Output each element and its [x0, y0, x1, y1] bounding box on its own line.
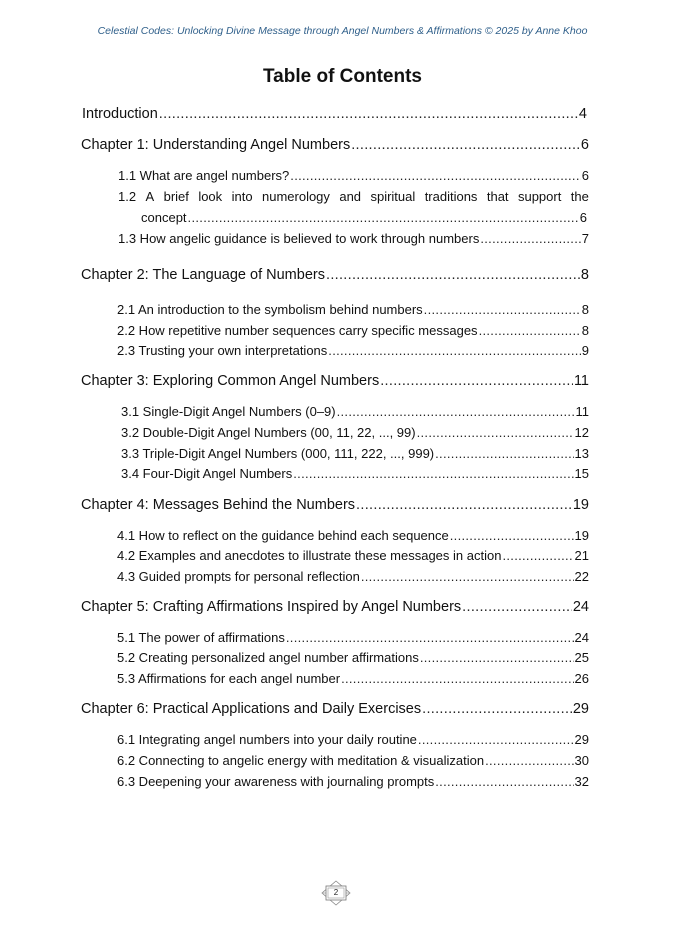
toc-entry-label: concept: [141, 210, 187, 225]
dot-leader: [380, 373, 573, 389]
toc-entry-label: 6.2 Connecting to angelic energy with meditation & visualization: [117, 753, 485, 768]
toc-entry-page: 19: [572, 497, 589, 513]
toc-entry-label: 5.1 The power of affirmations: [117, 630, 285, 645]
dot-leader: [479, 323, 581, 338]
toc-entry-section-1-1[interactable]: [118, 168, 589, 183]
toc-entry-label: 2.1 An introduction to the symbolism behind numbers: [117, 302, 423, 317]
toc-entry-section-5-3[interactable]: [117, 671, 589, 686]
toc-word: A: [145, 189, 155, 204]
toc-word: and: [339, 189, 362, 204]
toc-entry-page: 29: [572, 701, 589, 717]
dot-leader: [462, 599, 572, 615]
page-number: 2: [333, 888, 339, 897]
toc-entry-section-3-3[interactable]: [121, 446, 589, 461]
dot-leader: [188, 210, 579, 225]
toc-entry-label: 2.2 How repetitive number sequences carry specific messages: [117, 323, 478, 338]
toc-entry-label: 3.2 Double-Digit Angel Numbers (00, 11, 22, ..., 99): [121, 425, 416, 440]
toc-entry-label: 6.3 Deepening your awareness with journaling prompts: [117, 774, 435, 789]
toc-word: brief: [163, 189, 189, 204]
toc-entry-section-4-2[interactable]: [117, 548, 589, 563]
toc-entry-label: Chapter 5: Crafting Affirmations Inspired by Angel Numbers: [81, 599, 462, 615]
toc-entry-page: 8: [581, 323, 589, 338]
toc-entry-section-6-2[interactable]: [117, 753, 589, 768]
toc-entry-label: 3.1 Single-Digit Angel Numbers (0–9): [121, 404, 336, 419]
dot-leader: [290, 168, 580, 183]
toc-entry-chapter-3[interactable]: [81, 373, 589, 389]
toc-entry-chapter-5[interactable]: [81, 599, 589, 615]
toc-word: that: [486, 189, 509, 204]
dot-leader: [417, 425, 574, 440]
toc-word: the: [570, 189, 589, 204]
toc-entry-section-2-2[interactable]: [117, 323, 589, 338]
toc-entry-chapter-6[interactable]: [81, 701, 589, 717]
dot-leader: [450, 528, 574, 543]
toc-entry-label: 3.3 Triple-Digit Angel Numbers (000, 111, 222, ..., 999): [121, 446, 435, 461]
toc-word: support: [517, 189, 562, 204]
toc-entry-section-5-1[interactable]: [117, 630, 589, 645]
toc-entry-section-3-4[interactable]: [121, 466, 589, 481]
toc-entry-section-2-1[interactable]: [117, 302, 589, 317]
dot-leader: [159, 106, 578, 122]
dot-leader: [502, 548, 573, 563]
toc-entry-label: 1.1 What are angel numbers?: [118, 168, 290, 183]
toc-entry-label: Chapter 4: Messages Behind the Numbers: [81, 497, 356, 513]
toc-entry-label: 4.3 Guided prompts for personal reflection: [117, 569, 360, 584]
dot-leader: [341, 671, 573, 686]
toc-entry-page: 8: [580, 267, 589, 283]
toc-entry-page: 11: [575, 404, 589, 419]
toc-entry-label: 3.4 Four-Digit Angel Numbers: [121, 466, 293, 481]
toc-entry-section-3-1[interactable]: [121, 404, 589, 419]
dot-leader: [326, 267, 580, 283]
toc-entry-page: 21: [574, 548, 589, 563]
toc-entry-label: Chapter 6: Practical Applications and Daily Exercises: [81, 701, 422, 717]
dot-leader: [328, 343, 580, 358]
toc-entry-section-5-2[interactable]: [117, 650, 589, 665]
toc-entry-page: 19: [574, 528, 589, 543]
toc-title: Table of Contents: [262, 66, 423, 87]
dot-leader: [435, 774, 573, 789]
toc-entry-chapter-2[interactable]: [81, 267, 589, 283]
toc-entry-page: 4: [578, 106, 587, 122]
running-header: Celestial Codes: Unlocking Divine Message through Angel Numbers & Affirmations © 2025 by Anne Khoo: [97, 25, 588, 37]
dot-leader: [286, 630, 574, 645]
toc-entry-label: 4.1 How to reflect on the guidance behind each sequence: [117, 528, 449, 543]
toc-word: look: [198, 189, 223, 204]
toc-entry-label: 5.3 Affirmations for each angel number: [117, 671, 341, 686]
toc-entry-section-6-3[interactable]: [117, 774, 589, 789]
toc-entry-label: 6.1 Integrating angel numbers into your daily routine: [117, 732, 417, 747]
dot-leader: [351, 137, 580, 153]
dot-leader: [424, 302, 581, 317]
toc-entry-section-6-1[interactable]: [117, 732, 589, 747]
toc-entry-section-4-3[interactable]: [117, 569, 589, 584]
dot-leader: [485, 753, 573, 768]
toc-entry-page: 24: [572, 599, 589, 615]
toc-entry-chapter-4[interactable]: [81, 497, 589, 513]
toc-entry-page: 15: [574, 466, 589, 481]
toc-entry-label: 2.3 Trusting your own interpretations: [117, 343, 328, 358]
toc-entry-page: 7: [581, 231, 589, 246]
toc-entry-label: Chapter 2: The Language of Numbers: [81, 267, 325, 283]
toc-entry-label: 1.3 How angelic guidance is believed to work through numbers: [118, 231, 480, 246]
toc-entry-page: 6: [580, 137, 589, 153]
toc-entry-page: 9: [581, 343, 589, 358]
toc-word: numerology: [261, 189, 330, 204]
toc-entry-page: 12: [574, 425, 589, 440]
dot-leader: [435, 446, 573, 461]
toc-entry-page: 6: [579, 210, 587, 225]
toc-entry-introduction[interactable]: [82, 106, 587, 122]
toc-entry-label: 5.2 Creating personalized angel number affirmations: [117, 650, 419, 665]
dot-leader: [356, 497, 572, 513]
toc-entry-section-4-1[interactable]: [117, 528, 589, 543]
toc-entry-page: 6: [581, 168, 589, 183]
dot-leader: [480, 231, 580, 246]
toc-entry-page: 25: [574, 650, 589, 665]
toc-word: traditions: [424, 189, 478, 204]
toc-entry-page: 26: [574, 671, 589, 686]
toc-entry-section-2-3[interactable]: [117, 343, 589, 358]
toc-entry-section-1-3[interactable]: [118, 231, 589, 246]
toc-entry-page: 13: [574, 446, 589, 461]
dot-leader: [293, 466, 573, 481]
toc-word: into: [231, 189, 253, 204]
toc-entry-page: 24: [574, 630, 589, 645]
toc-entry-page: 29: [574, 732, 589, 747]
toc-entry-section-1-2-line1[interactable]: [118, 189, 589, 204]
dot-leader: [337, 404, 575, 419]
toc-entry-page: 30: [574, 753, 589, 768]
dot-leader: [422, 701, 572, 717]
toc-entry-section-3-2[interactable]: [121, 425, 589, 440]
toc-entry-label: Chapter 3: Exploring Common Angel Numbers: [81, 373, 380, 389]
dot-leader: [418, 732, 574, 747]
toc-entry-page: 32: [574, 774, 589, 789]
dot-leader: [361, 569, 574, 584]
toc-word: 1.2: [118, 189, 137, 204]
toc-entry-label: Introduction: [82, 106, 158, 122]
toc-word: spiritual: [370, 189, 416, 204]
toc-entry-page: 22: [574, 569, 589, 584]
toc-entry-label: 4.2 Examples and anecdotes to illustrate these messages in action: [117, 548, 502, 563]
toc-entry-page: 11: [573, 373, 589, 389]
dot-leader: [420, 650, 574, 665]
toc-entry-page: 8: [581, 302, 589, 317]
toc-entry-label: Chapter 1: Understanding Angel Numbers: [81, 137, 351, 153]
toc-entry-chapter-1[interactable]: [81, 137, 589, 153]
toc-entry-section-1-2[interactable]: [141, 210, 587, 225]
